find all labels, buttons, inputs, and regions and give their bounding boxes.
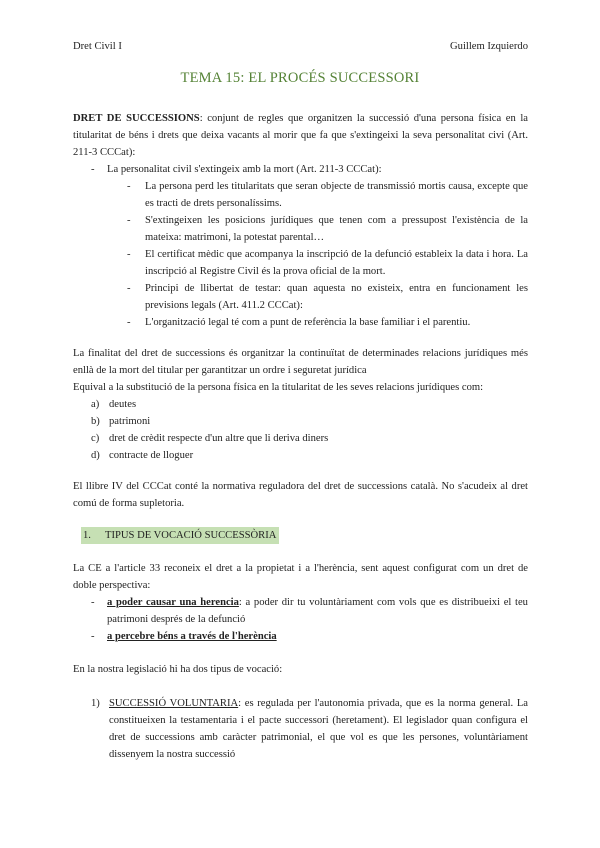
- list-item-text: patrimoni: [109, 416, 151, 427]
- types-intro-text: En la nostra legislació hi ha dos tipus de vocació:: [73, 664, 283, 675]
- purpose-paragraph: La finalitat del dret de successions és organitzar la continuïtat de determinades relacions jurídiques més enllà de la mort del titular per garantitzar un ordre i seguretat jurídica: [73, 348, 528, 376]
- list-marker: a): [91, 399, 100, 410]
- perspective-item: [73, 594, 528, 628]
- extinction-sub-item: [73, 246, 528, 280]
- perspective-text: : a poder dir tu voluntàriament com vols que es distribueixi el teu patrimoni després de la defunció: [107, 597, 528, 625]
- list-item: [73, 413, 528, 430]
- extinction-sub-item: [73, 212, 528, 246]
- purpose-list: [73, 396, 528, 464]
- section-title: TIPUS DE VOCACIÓ SUCCESSÒRIA: [105, 530, 277, 541]
- list-item-text: dret de crèdit respecte d'un altre que li deriva diners: [109, 433, 329, 444]
- perspectives-list: [73, 594, 528, 645]
- list-item: [73, 447, 528, 464]
- extinction-sub-text: El certificat mèdic que acompanya la inscripció de la defunció estableix la data i hora. La inscripció al Registre Civil és la prova oficial de la mort.: [145, 249, 528, 277]
- page-title: TEMA 15: EL PROCÉS SUCCESSORI: [180, 70, 420, 86]
- type-item: [73, 695, 528, 763]
- list-item: [73, 396, 528, 413]
- perspective-item: [73, 628, 528, 645]
- list-item-text: deutes: [109, 399, 137, 410]
- list-marker: c): [91, 433, 100, 444]
- types-intro: [73, 661, 528, 678]
- extinction-sub-text: Principi de llibertat de testar: quan aquesta no existeix, entra en funcionament les previsions legals (Art. 411.2 CCCat):: [145, 283, 528, 311]
- intro-term: DRET DE SUCCESSIONS: [73, 113, 200, 124]
- list-marker: b): [91, 416, 100, 427]
- extinction-item: [73, 161, 528, 178]
- list-item-text: contracte de lloguer: [109, 450, 194, 461]
- intro-paragraph: [73, 110, 528, 161]
- intro-text: : conjunt de regles que organitzen la successió d'una persona física en la titularitat de béns i drets que deixa vacants al morir que fa que s'extingeixi la seva personalitat civi (Art. 211-3 CCCat):: [73, 113, 528, 158]
- type-term: SUCCESSIÓ VOLUNTARIA: [109, 698, 239, 709]
- book-iv-text: El llibre IV del CCCat conté la normativa reguladora del dret de successions català. No s'acudeix al dret comú de forma supletoria.: [73, 481, 528, 509]
- header-subject: Dret Civil I: [73, 41, 122, 52]
- ce-text: La CE a l'article 33 reconeix el dret a la propietat i a l'herència, sent aquest configurat com un dret de doble perspectiva:: [73, 563, 528, 591]
- perspective-term: a percebre béns a través de l'herència: [107, 631, 277, 642]
- list-marker: d): [91, 450, 100, 461]
- type-text: : es regulada per l'autonomia privada, que es la norma general. La constitueixen la testamentaria i el pacte successori (heretament). El legislador quan configura el dret de successions amb caràcter patrimonial, el que vol es que les persones, voluntàriament dissenyem la nostra successió: [109, 698, 529, 760]
- book-iv-paragraph: [73, 478, 528, 512]
- extinction-sub-text: La persona perd les titularitats que seran objecte de transmissió mortis causa, excepte que es tracti de drets personalíssims.: [145, 181, 528, 209]
- extinction-sub-text: S'extingeixen les posicions jurídiques que tenen com a pressupost l'existència de la mateixa: matrimoni, la potestat parental…: [145, 215, 528, 243]
- section-heading: [81, 527, 536, 544]
- extinction-sub-item: [73, 314, 528, 331]
- types-list: [73, 695, 528, 763]
- section-number: 1.: [83, 530, 91, 541]
- type-marker: 1): [91, 698, 100, 709]
- ce-paragraph: [73, 560, 528, 594]
- section-highlight: [81, 527, 279, 544]
- purpose-section: [73, 345, 528, 464]
- perspective-term: a poder causar una herencia: [107, 597, 239, 608]
- extinction-item-text: La personalitat civil s'extingeix amb la mort (Art. 211-3 CCCat):: [107, 164, 382, 175]
- purpose-substitution: Equival a la substitució de la persona física en la titularitat de les seves relacions jurídiques com:: [73, 382, 484, 393]
- list-item: [73, 430, 528, 447]
- extinction-sub-item: [73, 280, 528, 314]
- extinction-sub-text: L'organització legal té com a punt de referència la base familiar i el parentiu.: [145, 317, 471, 328]
- extinction-sub-item: [73, 178, 528, 212]
- header-author: Guillem Izquierdo: [450, 41, 528, 52]
- extinction-list: [73, 161, 528, 331]
